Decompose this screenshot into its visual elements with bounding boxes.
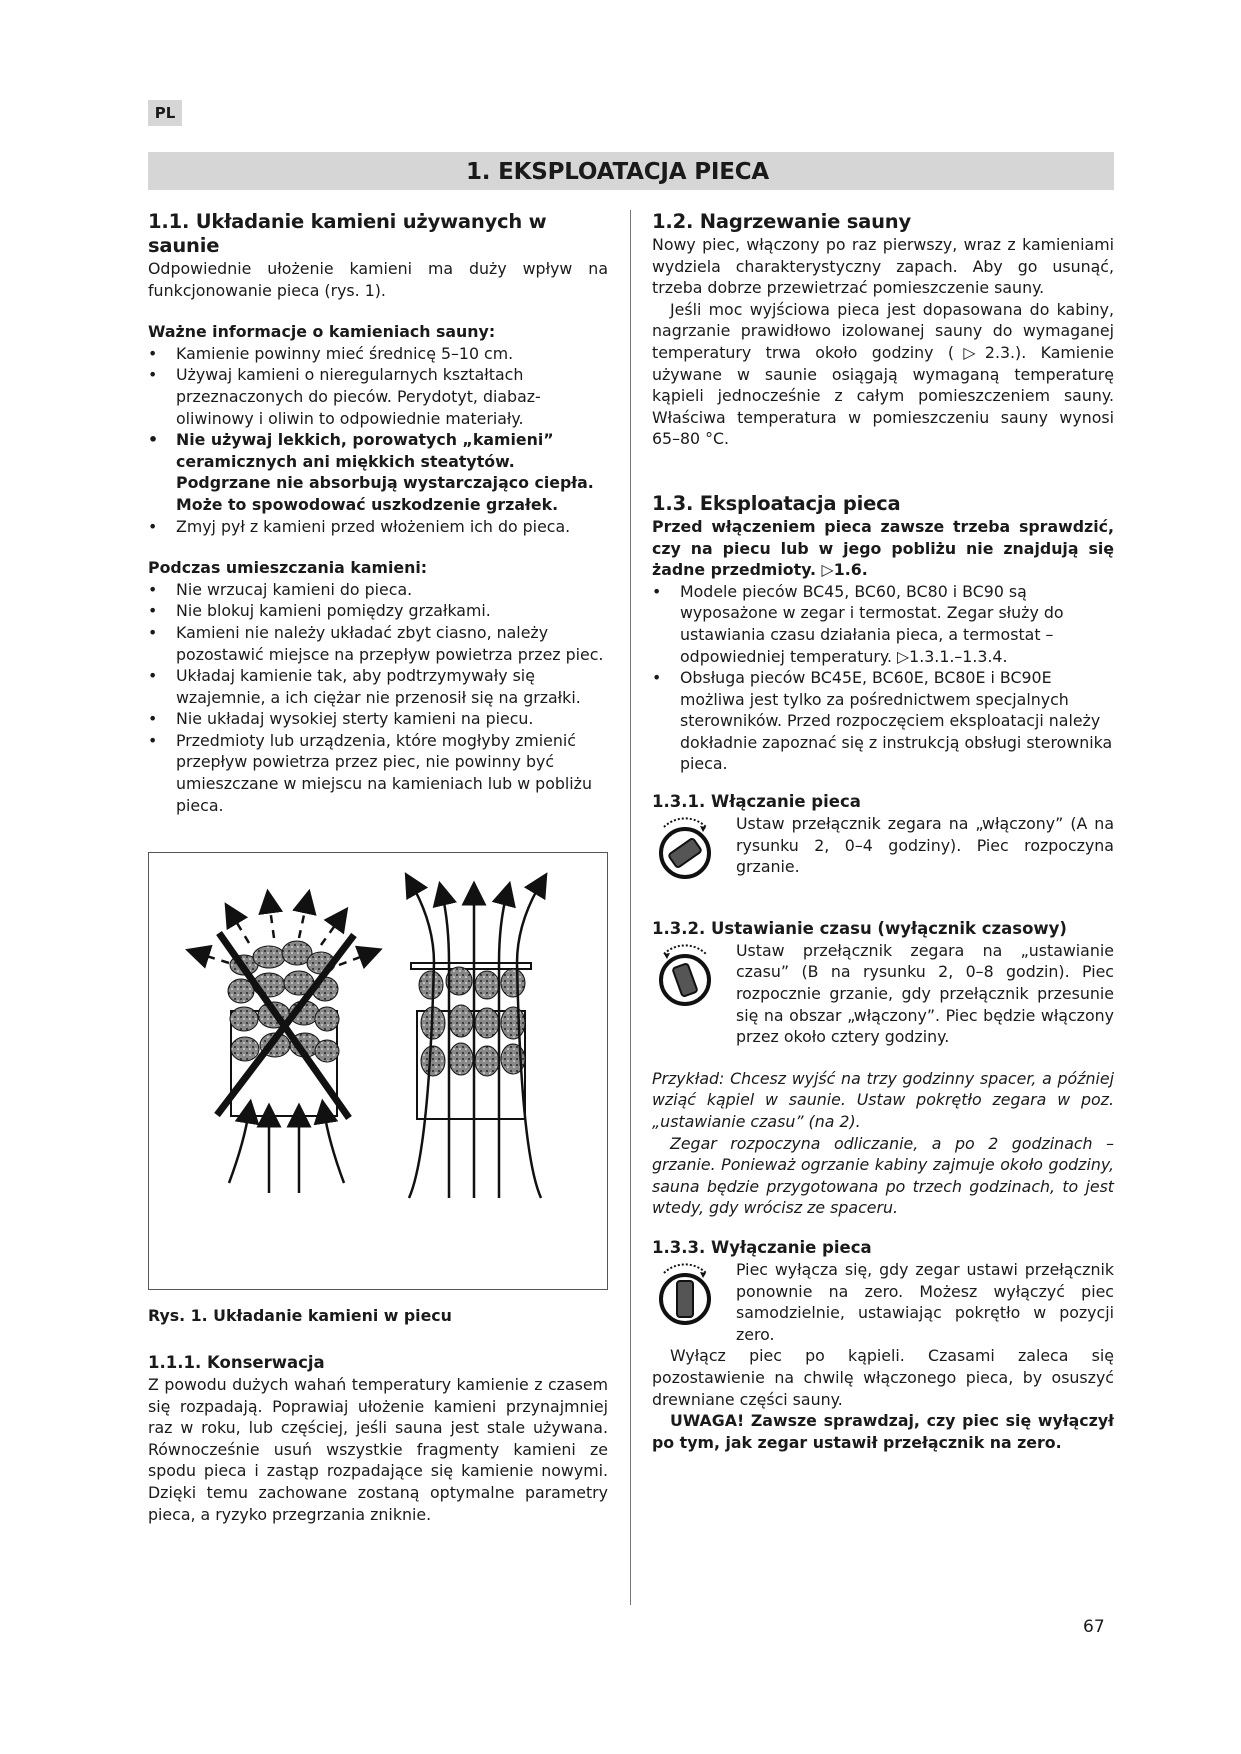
list-item: • Nie blokuj kamieni pomiędzy grzałkami. [148, 600, 608, 622]
placing-list [148, 579, 608, 817]
section-1-3-3-p2: Wyłącz piec po kąpieli. Czasami zaleca się pozostawienie na chwilę włączonego pieca, by osuszyć drewniane części sauny. [652, 1346, 1114, 1409]
list-item: • Obsługa pieców BC45E, BC60E, BC80E i BC90E możliwa jest tylko za pośrednictwem specjalnych sterowników. Przed rozpoczęciem eksploatacji należy dokładnie zapoznać się z instrukcją obsługi sterownika pieca. [652, 667, 1114, 775]
section-1-2-heading: 1.2. Nagrzewanie sauny [652, 210, 911, 233]
section-1-3-1-body [652, 813, 1114, 878]
section-1-1-intro: Odpowiednie ułożenie kamieni ma duży wpływ na funkcjonowanie pieca (rys. 1). [148, 259, 608, 300]
section-1-3-3-text: Piec wyłącza się, gdy zegar ustawi przełącznik ponownie na zero. Możesz wyłączyć piec samodzielnie, ustawiając pokrętło w pozycji zero. [736, 1259, 1114, 1344]
figure-caption: Rys. 1. Układanie kamieni w piecu [148, 1306, 452, 1325]
section-1-2-p2: Jeśli moc wyjściowa pieca jest dopasowana do kabiny, nagrzanie prawidłowo izolowanej sauny do wymaganej temperatury trwa około godziny (▷2.3.). Kamienie używane w saunie osiągają wymaganą temperaturę kąpieli jednocześnie z całym pomieszczeniem sauny. Właściwa temperatura w pomieszczeniu sauny wynosi 65–80 °C. [652, 299, 1114, 449]
list-item: • Przedmioty lub urządzenia, które mogłyby zmienić przepływ powietrza przez piec, nie powinny być umieszczane w miejscu na kamieniach lub w pobliżu pieca. [148, 730, 608, 816]
list-item: • Modele pieców BC45, BC60, BC80 i BC90 są wyposażone w zegar i termostat. Zegar służy do ustawiania czasu działania pieca, a termostat – odpowiedniej temperatury. ▷1.3.1.–1.3.4. [652, 581, 1114, 667]
section-1-3-heading: 1.3. Eksploatacja pieca [652, 491, 901, 515]
stone-placement-illustration [149, 853, 606, 1288]
example-paragraph: Przykład: Chcesz wyjść na trzy godzinny spacer, a później wziąć kąpiel w saunie. Ustaw pokrętło zegara w poz. „ustawianie czasu” (na 2). [652, 1068, 1114, 1131]
section-1-3-warning: Przed włączeniem pieca zawsze trzeba sprawdzić, czy na piecu lub w jego pobliżu nie znajdują się żadne przedmioty. ▷1.6. [652, 516, 1114, 580]
section-1-3-3-heading: 1.3.3. Wyłączanie pieca [652, 1237, 872, 1257]
list-item: • Zmyj pył z kamieni przed włożeniem ich do pieca. [148, 516, 608, 538]
list-item: • Kamieni nie należy układać zbyt ciasno, należy pozostawić miejsce na przepływ powietrza przez piec. [148, 622, 608, 665]
page-title: 1. EKSPLOATACJA PIECA [148, 152, 1114, 190]
timer-dial-preset-icon [652, 940, 718, 1006]
list-item: • Kamienie powinny mieć średnicę 5–10 cm. [148, 343, 608, 365]
section-1-3-1-heading: 1.3.1. Włączanie pieca [652, 792, 861, 812]
figure-stone-placement [148, 852, 608, 1290]
section-1-1-1-heading: 1.1.1. Konserwacja [148, 1353, 325, 1372]
section-1-3-2-heading: 1.3.2. Ustawianie czasu (wyłącznik czasowy) [652, 918, 1067, 938]
section-1-2-p1: Nowy piec, włączony po raz pierwszy, wraz z kamieniami wydziela charakterystyczny zapach. Aby go usunąć, trzeba dobrze przewietrzać pomieszczenie sauny. [652, 235, 1114, 298]
page-number: 67 [1083, 1617, 1105, 1637]
language-badge: PL [148, 100, 182, 126]
section-1-3-1-text: Ustaw przełącznik zegara na „włączony” (A na rysunku 2, 0–4 godziny). Piec rozpoczyna grzanie. [736, 814, 1114, 877]
left-column [148, 210, 608, 816]
correct-placement-heater [409, 883, 541, 1198]
placing-heading: Podczas umieszczania kamieni: [148, 558, 428, 578]
list-item: • Nie wrzucaj kamieni do pieca. [148, 579, 608, 601]
section-1-3-2-body [652, 940, 1114, 1048]
list-item: • Nie układaj wysokiej sterty kamieni na piecu. [148, 708, 608, 730]
stones-info-heading: Ważne informacje o kamieniach sauny: [148, 322, 496, 342]
timer-dial-off-icon [652, 1259, 718, 1325]
wrong-placement-heater [197, 901, 371, 1193]
section-1-3-list [652, 581, 1114, 775]
stones-info-list [148, 343, 608, 537]
section-1-1-1-text: Z powodu dużych wahań temperatury kamienie z czasem się rozpadają. Poprawiaj ułożenie kamieni przynajmniej raz w roku, lub częściej, jeśli sauna jest stale używana. Równocześnie usuń wszystkie fragmenty kamieni ze spodu pieca i zastąp rozpadające się kamienie nowymi. Dzięki temu zachowane zostaną optymalne parametry pieca, a ryzyko przegrzania zniknie. [148, 1375, 608, 1524]
section-1-1-1 [148, 1352, 608, 1525]
section-1-3-2-text: Ustaw przełącznik zegara na „ustawianie czasu” (B na rysunku 2, 0–8 godzin). Piec rozpocznie grzanie, gdy przełącznik przesunie się na obszar „włączony”. Piec będzie włączony przez około cztery godziny. [736, 940, 1114, 1047]
list-item: • Układaj kamienie tak, aby podtrzymywały się wzajemnie, a ich ciężar nie przenosił się na grzałki. [148, 665, 608, 708]
example-paragraph-2: Zegar rozpoczyna odliczanie, a po 2 godzinach – grzanie. Ponieważ ogrzanie kabiny zajmuje około godziny, sauna będzie przygotowana po trzech godzinach, to jest wtedy, gdy wrócisz ze spaceru. [652, 1133, 1114, 1218]
column-divider [630, 210, 631, 1605]
timer-dial-on-icon [652, 813, 718, 879]
section-1-1-heading: 1.1. Układanie kamieni używanych w saunie [148, 210, 547, 257]
list-item: • Używaj kamieni o nieregularnych kształtach przeznaczonych do pieców. Perydotyt, diabaz-oliwinowy i oliwin to odpowiednie materiały. [148, 364, 608, 429]
right-column [652, 210, 1114, 1453]
list-item: • Nie używaj lekkich, porowatych „kamieni” ceramicznych ani miękkich steatytów. Podgrzane nie absorbują wystarczająco ciepła. Może to spowodować uszkodzenie grzałek. [148, 429, 608, 515]
section-1-3-3-body [652, 1259, 1114, 1345]
section-1-3-3-warning: UWAGA! Zawsze sprawdzaj, czy piec się wyłączył po tym, jak zegar ustawił przełącznik na zero. [652, 1411, 1114, 1452]
